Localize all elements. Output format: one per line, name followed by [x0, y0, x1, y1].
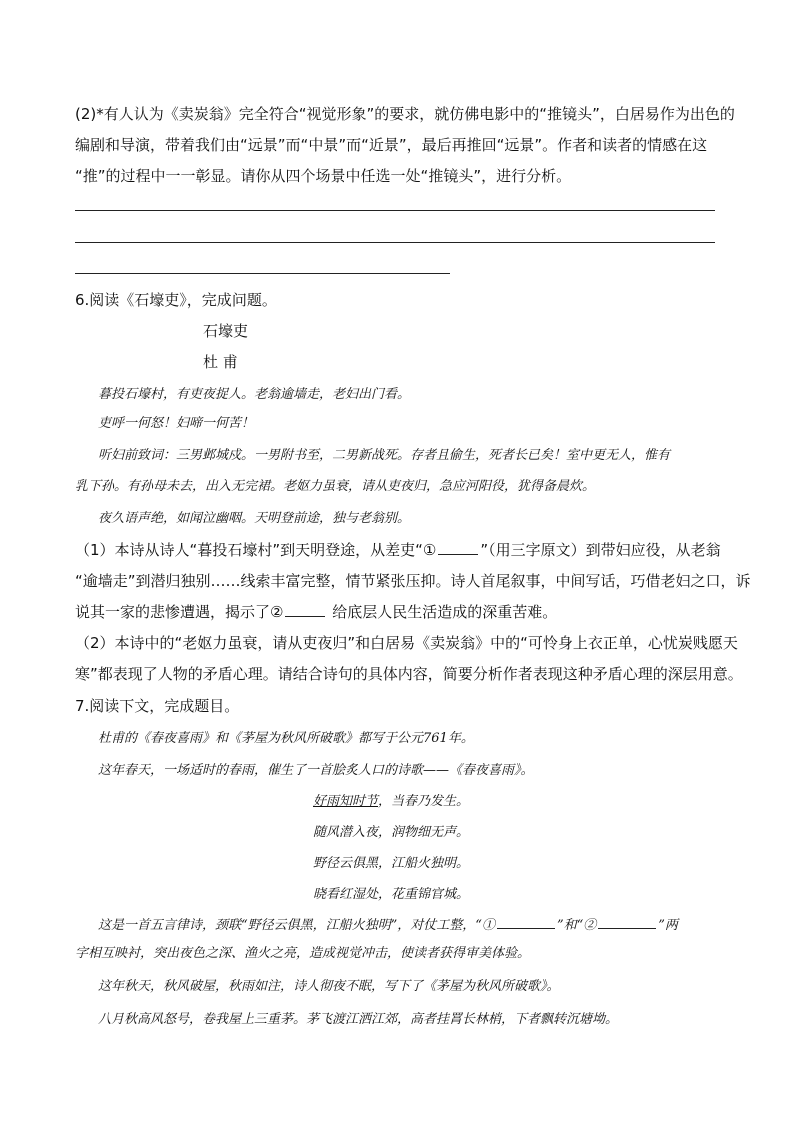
q7-paragraph-3 [98, 914, 678, 935]
answer-line-2[interactable] [75, 242, 715, 243]
poem-line: 夜久语声绝，如闻泣幽咽。天明登前途，独与老翁别。 [98, 511, 411, 526]
q6-sub2-line-2: 寒”都表现了人物的矛盾心理。请结合诗句的具体内容，简要分析作者表现这种矛盾心理的深层用意。 [75, 665, 743, 683]
q6-sub1-line-3 [75, 602, 557, 622]
answer-line-3[interactable] [75, 273, 450, 274]
q6-sub1-text-c: 说其一家的悲惨遭遇，揭示了② [75, 603, 284, 621]
q7-poem-rest: ，当春乃发生。 [378, 794, 470, 809]
q6-sub1-text-a: （1）本诗从诗人“暮投石壕村”到天明登途，从差吏“① [75, 541, 437, 559]
q7-paragraph-3-cont: 字相互映衬，突出夜色之深、渔火之亮，造成视觉冲击，使读者获得审美体验。 [75, 946, 531, 961]
q7-p3-text-c: ”两 [658, 918, 678, 933]
q7-paragraph-2: 这年春天，一场适时的春雨，催生了一首脍炙人口的诗歌——《春夜喜雨》。 [98, 763, 534, 778]
q7-poem-line: 野径云俱黑，江船火独明。 [313, 856, 470, 871]
q6-sub1-text-d: 给底层人民生活造成的深重苦难。 [327, 603, 558, 621]
q6-sub1-line-2: “逾墙走”到潜归独别……线索丰富完整，情节紧张压抑。诗人首尾叙事，中间写话，巧借老妇之口，诉 [75, 572, 751, 590]
q7-p3-text-a: 这是一首五言律诗，颈联“野径云俱黑，江船火独明”，对仗工整，“① [98, 918, 495, 933]
q7-poem-underlined: 好雨知时节 [313, 794, 379, 809]
poem-author: 杜 甫 [203, 353, 238, 371]
q7-heading: 7.阅读下文，完成题目。 [75, 697, 240, 715]
blank-1[interactable] [438, 540, 478, 555]
poem-line: 听妇前致词：三男邺城戍。一男附书至，二男新战死。存者且偷生，死者长已矣！室中更无人，惟有 [98, 448, 671, 463]
answer-line-1[interactable] [75, 210, 715, 211]
q6-sub1-line-1 [75, 540, 721, 560]
q7-paragraph-5: 八月秋高风怒号，卷我屋上三重茅。茅飞渡江洒江郊，高者挂罥长林梢，下者飘转沉塘坳。 [98, 1012, 619, 1027]
q5-2-line-2: 编剧和导演，带着我们由“远景”而“中景”而“近景”，最后再推回“远景”。作者和读者的情感在这 [75, 136, 708, 154]
q7-paragraph-1: 杜甫的《春夜喜雨》和《茅屋为秋风所破歌》都写于公元761年。 [98, 731, 474, 746]
poem-title: 石壕吏 [203, 322, 249, 340]
blank-4[interactable] [598, 914, 656, 929]
q7-poem-line: 随风潜入夜，润物细无声。 [313, 825, 470, 840]
blank-3[interactable] [497, 914, 555, 929]
blank-2[interactable] [285, 602, 325, 617]
q7-poem-line: 晓看红湿处，花重锦官城。 [313, 887, 470, 902]
q6-heading: 6.阅读《石壕吏》，完成问题。 [75, 291, 277, 309]
q6-sub1-text-b: ”（用三字原文）到带妇应役，从老翁 [480, 541, 721, 559]
q7-paragraph-4: 这年秋天，秋风破屋，秋雨如注，诗人彻夜不眠，写下了《茅屋为秋风所破歌》。 [98, 979, 560, 994]
q7-p3-text-b: ”和“② [556, 918, 597, 933]
q6-sub2-line-1: （2）本诗中的“老妪力虽衰，请从吏夜归”和白居易《卖炭翁》中的“可怜身上衣正单，心忧炭贱愿天 [75, 634, 738, 652]
poem-line: 暮投石壕村，有吏夜捉人。老翁逾墙走，老妇出门看。 [98, 387, 411, 402]
poem-line: 吏呼一何怒！妇啼一何苦！ [98, 416, 255, 431]
poem-line: 乳下孙。有孙母未去，出入无完裙。老妪力虽衰，请从吏夜归，急应河阳役，犹得备晨炊。 [75, 479, 596, 494]
q5-2-line-1: (2)*有人认为《卖炭翁》完全符合“视觉形象”的要求，就仿佛电影中的“推镜头”，白居易作为出色的 [75, 105, 735, 123]
q5-2-line-3: “推”的过程中一一彰显。请你从四个场景中任选一处“推镜头”，进行分析。 [75, 167, 572, 185]
q7-poem-line [313, 793, 469, 811]
